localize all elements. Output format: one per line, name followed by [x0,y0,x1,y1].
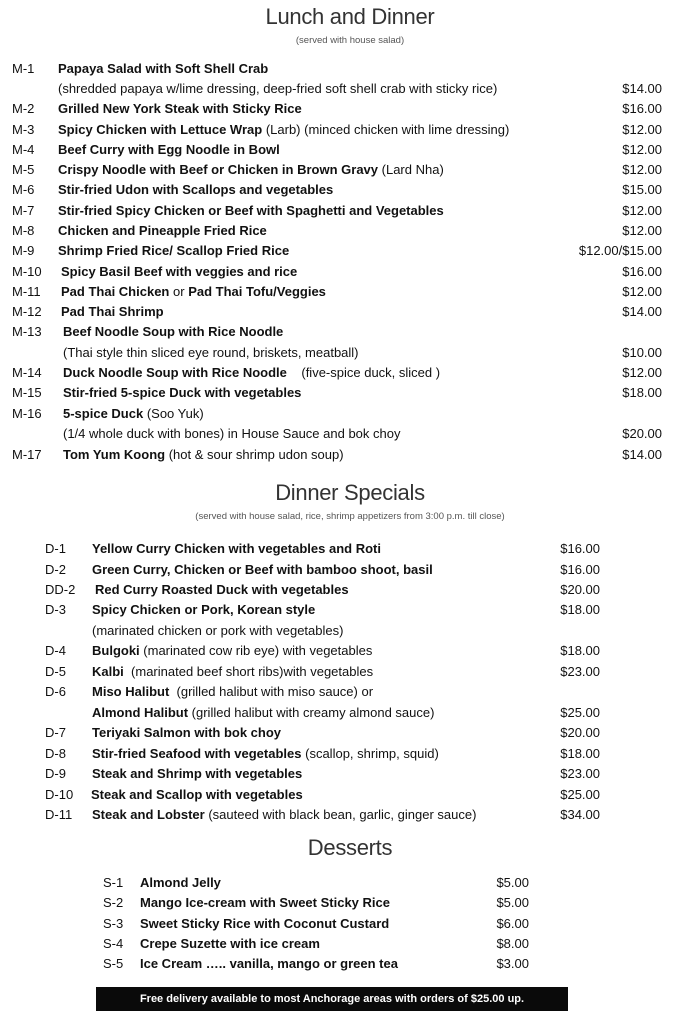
item-code: D-1 [45,541,66,556]
menu-item [12,99,662,119]
item-name: Spicy Chicken or Pork, Korean style [92,602,316,617]
item-price: $16.00 [560,541,600,556]
menu-item-desc-row [45,703,600,723]
item-code: M-14 [12,365,42,380]
item-name: Steak and Shrimp with vegetables [92,766,303,781]
menu-item [12,282,662,302]
item-name: Almond Jelly [140,875,221,890]
item-description: (1/4 whole duck with bones) in House Sauce and bok choy [63,426,401,441]
item-name: Yellow Curry Chicken with vegetables and Roti [92,541,381,556]
menu-item [12,180,662,200]
item-code: M-17 [12,447,42,462]
item-code: D-7 [45,725,66,740]
menu-item [12,383,662,403]
item-price: $8.00 [496,936,529,951]
item-note: (grilled halibut with miso sauce) or [176,684,374,699]
item-name: Beef Curry with Egg Noodle in Bowl [58,142,280,157]
menu-item-desc-row [12,343,662,363]
item-name: Tom Yum Koong [63,447,166,462]
item-code: M-2 [12,101,35,116]
item-code: D-5 [45,664,66,679]
item-name: Crispy Noodle with Beef or Chicken in Brown Gravy [58,162,379,177]
menu-item [12,363,662,383]
menu-item-desc-row [45,621,600,641]
item-code: M-8 [12,223,35,238]
delivery-banner: Free delivery available to most Anchorage areas with orders of $25.00 up. [96,987,568,1011]
item-price: $16.00 [560,562,600,577]
menu-item [45,600,600,620]
item-code: M-7 [12,203,35,218]
item-name-alt: Pad Thai Tofu/Veggies [188,284,326,299]
item-name: Duck Noodle Soup with Rice Noodle [63,365,287,380]
item-code: D-9 [45,766,66,781]
item-price: $3.00 [496,956,529,971]
item-price: $12.00 [622,365,662,380]
item-price: $18.00 [560,602,600,617]
item-name: Green Curry, Chicken or Beef with bamboo shoot, basil [92,562,433,577]
item-price: $6.00 [496,916,529,931]
menu-item [12,445,662,465]
menu-item [12,140,662,160]
dinner-title: Dinner Specials [275,480,425,505]
item-code: M-13 [12,324,42,339]
item-code: M-5 [12,162,35,177]
item-price: $12.00 [622,284,662,299]
item-code: S-3 [103,916,124,931]
item-name: Shrimp Fried Rice/ Scallop Fried Rice [58,243,290,258]
menu-item [103,934,529,954]
item-name: Sweet Sticky Rice with Coconut Custard [140,916,390,931]
item-description: (Thai style thin sliced eye round, briskets, meatball) [63,345,359,360]
item-code: D-2 [45,562,66,577]
item-note: (hot & sour shrimp udon soup) [168,447,344,462]
menu-item [45,560,600,580]
menu-item [12,160,662,180]
item-code: M-11 [12,284,41,299]
item-price: $20.00 [560,582,600,597]
item-price: $25.00 [560,787,600,802]
item-code: D-4 [45,643,66,658]
menu-item [12,120,662,140]
item-price: $18.00 [560,643,600,658]
item-price: $20.00 [622,426,662,441]
item-price: $12.00 [622,203,662,218]
item-name: Spicy Chicken with Lettuce Wrap [58,122,263,137]
menu-item [45,785,600,805]
desserts-title: Desserts [307,835,393,860]
item-price: $18.00 [622,385,662,400]
item-code: M-16 [12,406,42,421]
item-code: S-1 [103,875,124,890]
lunch-subtitle: (served with house salad) [295,35,405,46]
item-code: S-4 [103,936,124,951]
item-description: (grilled halibut with creamy almond sauce) [191,705,435,720]
item-name: Pad Thai Chicken [61,284,170,299]
item-name: Stir-fried Spicy Chicken or Beef with Spaghetti and Vegetables [58,203,444,218]
menu-item [45,805,600,825]
item-name: 5-spice Duck [63,406,144,421]
item-name: Stir-fried Seafood with vegetables [92,746,302,761]
item-price: $16.00 [622,264,662,279]
item-name-alt: Almond Halibut [92,705,189,720]
menu-item [12,241,662,261]
item-description: (marinated chicken or pork with vegetables) [92,623,344,638]
item-name: Pad Thai Shrimp [61,304,164,319]
menu-item [45,764,600,784]
item-price: $14.00 [622,304,662,319]
item-price: $23.00 [560,664,600,679]
item-note: (scallop, shrimp, squid) [305,746,439,761]
menu-item [12,262,662,282]
item-code: M-9 [12,243,35,258]
menu-item [12,201,662,221]
item-note: or [173,284,185,299]
item-name: Bulgoki [92,643,140,658]
item-code: S-5 [103,956,124,971]
menu-item [12,322,662,342]
item-description: (shredded papaya w/lime dressing, deep-fried soft shell crab with sticky rice) [58,81,498,96]
item-note: (Larb) (minced chicken with lime dressing) [265,122,510,137]
item-name: Stir-fried 5-spice Duck with vegetables [63,385,302,400]
item-code: D-3 [45,602,66,617]
item-name: Papaya Salad with Soft Shell Crab [58,61,269,76]
menu-item [45,682,600,702]
item-code: M-6 [12,182,35,197]
item-code: D-10 [45,787,74,802]
item-code: S-2 [103,895,124,910]
item-code: M-10 [12,264,42,279]
item-price: $12.00 [622,223,662,238]
menu-item [12,302,662,322]
item-note: (Lard Nha) [381,162,444,177]
item-code: M-1 [12,61,35,76]
item-note: (five-spice duck, sliced ) [301,365,441,380]
menu-item [45,580,600,600]
item-name: Grilled New York Steak with Sticky Rice [58,101,302,116]
item-price: $12.00 [622,142,662,157]
item-name: Mango Ice-cream with Sweet Sticky Rice [140,895,390,910]
item-price: $12.00 [622,122,662,137]
menu-item [12,404,662,424]
item-price: $34.00 [560,807,600,822]
menu-item [12,59,662,79]
item-note: (Soo Yuk) [146,406,204,421]
item-code: D-8 [45,746,66,761]
item-code: M-3 [12,122,35,137]
item-note: (marinated cow rib eye) with vegetables [143,643,373,658]
menu-item [45,539,600,559]
menu-item [103,914,529,934]
item-price: $23.00 [560,766,600,781]
item-price: $15.00 [622,182,662,197]
item-price: $12.00 [622,162,662,177]
item-price: $25.00 [560,705,600,720]
item-name: Spicy Basil Beef with veggies and rice [61,264,298,279]
item-code: DD-2 [45,582,76,597]
menu-item [103,954,529,974]
item-code: M-12 [12,304,42,319]
menu-item [45,662,600,682]
item-price: $14.00 [622,81,662,96]
item-code: D-11 [45,807,73,822]
item-price: $16.00 [622,101,662,116]
item-name: Stir-fried Udon with Scallops and vegetables [58,182,334,197]
menu-item [12,221,662,241]
item-price: $14.00 [622,447,662,462]
lunch-title: Lunch and Dinner [265,4,435,29]
item-name: Red Curry Roasted Duck with vegetables [95,582,349,597]
item-name: Ice Cream ….. vanilla, mango or green tea [140,956,398,971]
menu-item [45,744,600,764]
item-price: $12.00/$15.00 [578,243,662,258]
item-note: (sauteed with black bean, garlic, ginger sauce) [208,807,477,822]
item-name: Crepe Suzette with ice cream [140,936,320,951]
item-name: Kalbi [92,664,124,679]
item-price: $5.00 [496,895,529,910]
menu-item [103,873,529,893]
menu-item-desc-row [12,79,662,99]
item-price: $18.00 [560,746,600,761]
item-name: Steak and Scallop with vegetables [91,787,303,802]
item-code: M-15 [12,385,42,400]
item-name: Teriyaki Salmon with bok choy [92,725,282,740]
menu-item [45,641,600,661]
menu-item-desc-row [12,424,662,444]
item-price: $20.00 [560,725,600,740]
item-code: M-4 [12,142,35,157]
item-code: D-6 [45,684,66,699]
dinner-subtitle: (served with house salad, rice, shrimp appetizers from 3:00 p.m. till close) [195,511,505,522]
item-name: Steak and Lobster [92,807,205,822]
menu-item [103,893,529,913]
menu-item [45,723,600,743]
item-name: Chicken and Pineapple Fried Rice [58,223,267,238]
item-name: Beef Noodle Soup with Rice Noodle [63,324,284,339]
item-price: $10.00 [622,345,662,360]
item-note: (marinated beef short ribs)with vegetables [131,664,374,679]
item-price: $5.00 [496,875,529,890]
item-name: Miso Halibut [92,684,170,699]
